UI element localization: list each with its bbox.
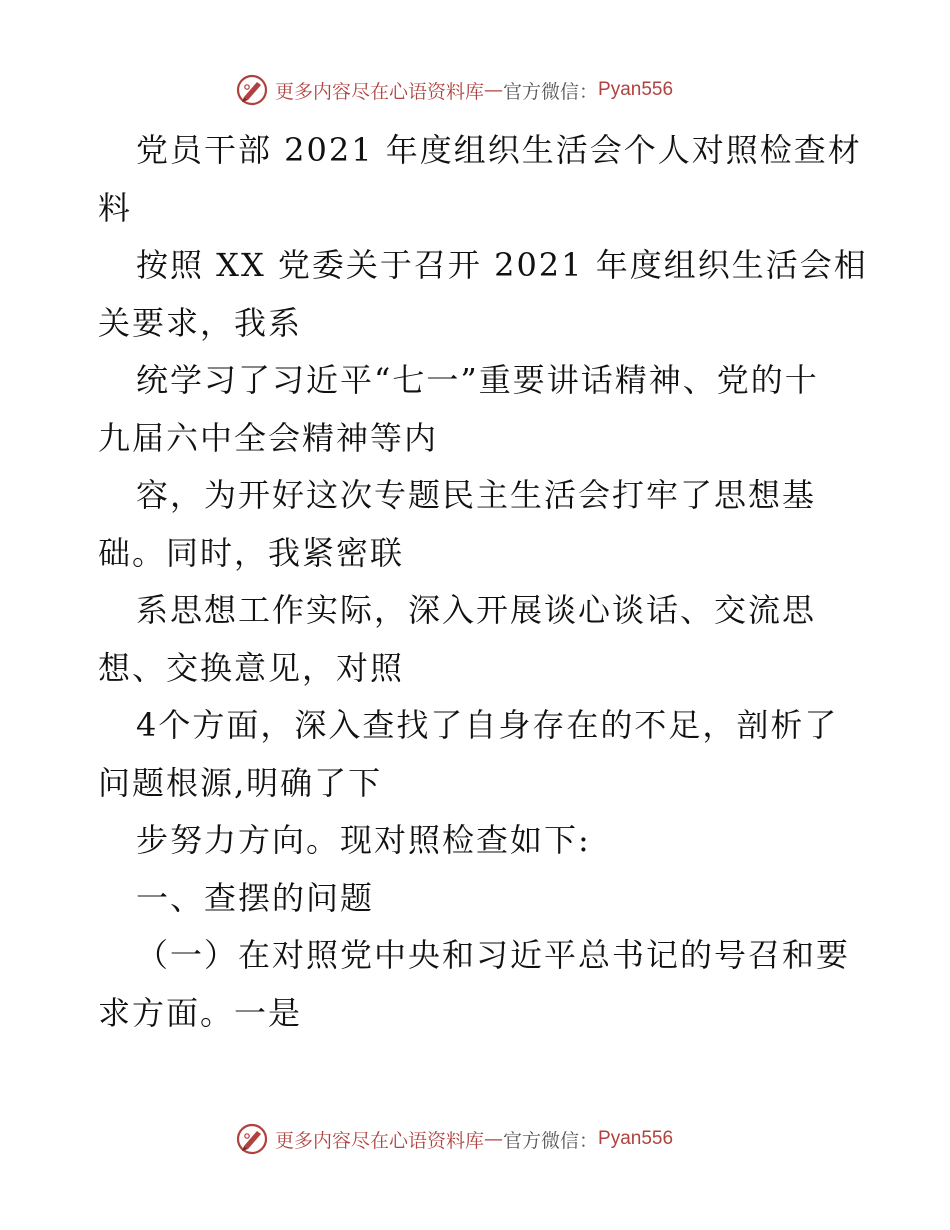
text-line: 4个方面，深入查找了自身存在的不足，剖析了 (136, 706, 839, 744)
text-line: 统学习了习近平“七一”重要讲话精神、党的十 (136, 361, 819, 399)
watermark-site-text: 更多内容尽在心语资料库 (275, 80, 485, 103)
pen-circle-logo-icon (235, 73, 269, 107)
text-line: 容，为开好这次专题民主生活会打牢了思想基 (136, 476, 817, 514)
text-line: 料 (98, 188, 133, 227)
text-line: 步努力方向。现对照检查如下: (136, 821, 591, 859)
text-line: （一）在对照党中央和习近平总书记的号召和要 (136, 936, 851, 974)
text-line: 一、查摆的问题 (136, 878, 375, 917)
watermark-site-text: 更多内容尽在心语资料库 (275, 1129, 485, 1152)
pen-circle-logo-icon (235, 1122, 269, 1156)
watermark-separator: — (484, 79, 504, 101)
text-line: 础。同时，我紧密联 (98, 533, 405, 572)
watermark-wechat-id: Pyan556 (598, 1128, 674, 1149)
watermark-wechat-label: 官方微信： (503, 1129, 599, 1152)
header-watermark (235, 72, 715, 108)
text-line: 九届六中全会精神等内 (98, 418, 439, 457)
text-line: 关要求，我系 (98, 303, 303, 342)
text-line: 问题根源,明确了下 (98, 763, 383, 802)
document-body (98, 122, 868, 1042)
text-line: 按照 XX 党委关于召开 2021 年度组织生活会相 (136, 246, 868, 284)
text-line: 党员干部 2021 年度组织生活会个人对照检查材 (136, 131, 862, 169)
text-line: 想、交换意见，对照 (98, 648, 405, 687)
watermark-wechat-label: 官方微信： (503, 80, 599, 103)
text-line: 系思想工作实际，深入开展谈心谈话、交流思 (136, 591, 817, 629)
text-line: 求方面。一是 (98, 993, 303, 1032)
watermark-wechat-id: Pyan556 (598, 79, 674, 100)
footer-watermark (235, 1121, 715, 1157)
watermark-separator: — (484, 1128, 504, 1150)
